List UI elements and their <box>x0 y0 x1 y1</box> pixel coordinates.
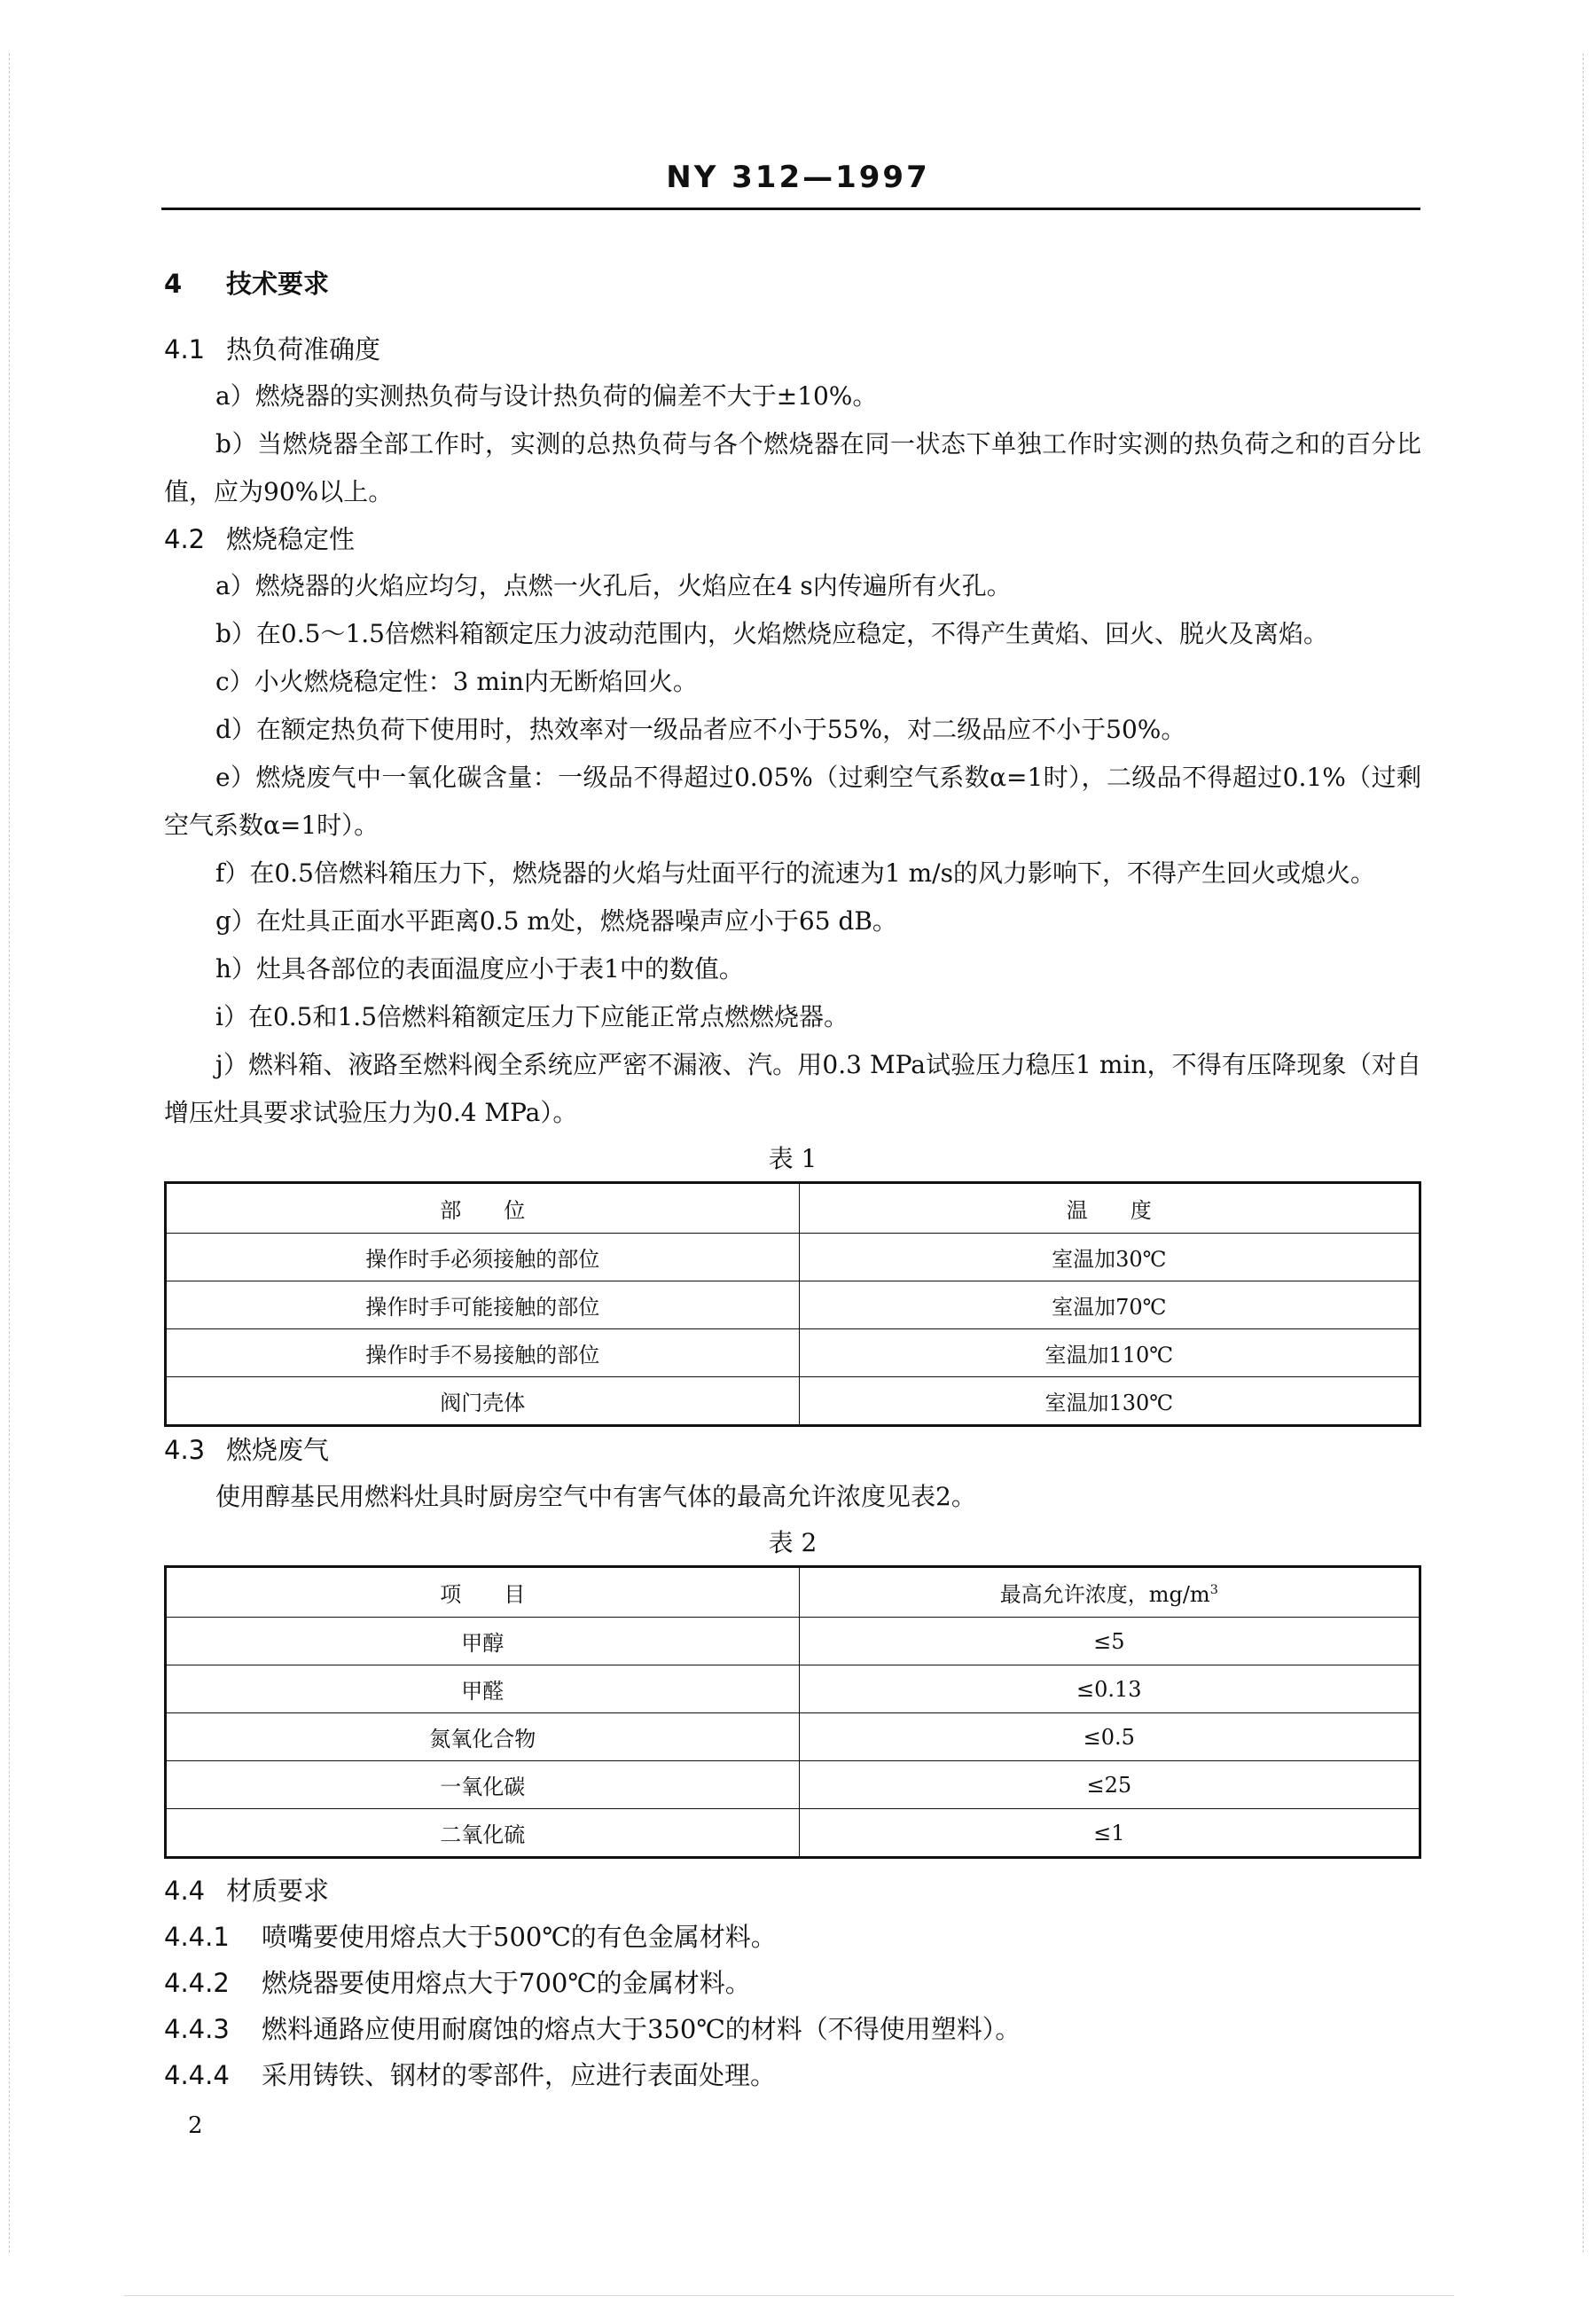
clause-4-2-item-h: h）灶具各部位的表面温度应小于表1中的数值。 <box>215 954 744 984</box>
clause-title: 燃烧稳定性 <box>226 524 356 554</box>
clause-number: 4.3 <box>164 1435 206 1465</box>
clause-4-4-heading <box>164 1868 1421 1914</box>
clause-4-2-item-b: b）在0.5～1.5倍燃料箱额定压力波动范围内，火焰燃烧应稳定，不得产生黄焰、回火、脱火及离焰。 <box>215 619 1328 648</box>
table-cell: 氮氧化合物 <box>166 1713 800 1761</box>
clause-4-3-text: 使用醇基民用燃料灶具时厨房空气中有害气体的最高允许浓度见表2。 <box>215 1482 976 1511</box>
table-header-cell: 部 位 <box>166 1183 800 1234</box>
scan-edge-bottom <box>124 2295 1454 2296</box>
table-cell: 阀门壳体 <box>166 1377 800 1426</box>
clause-4-2-item-g: g）在灶具正面水平距离0.5 m处，燃烧器噪声应小于65 dB。 <box>215 906 897 936</box>
table-cell: ≤1 <box>799 1809 1420 1858</box>
clause-title: 燃烧废气 <box>226 1435 330 1465</box>
clause-4-2-item-j: j）燃料箱、液路至燃料阀全系统应严密不漏液、汽。用0.3 MPa试验压力稳压1 min，不得有压降现象（对自增压灶具要求试验压力为0.4 MPa）。 <box>164 1050 1421 1127</box>
table-cell: 甲醛 <box>166 1665 800 1713</box>
clause-4-2-heading <box>164 516 1421 562</box>
clause-4-2-item-a: a）燃烧器的火焰应均匀，点燃一火孔后，火焰应在4 s内传遍所有火孔。 <box>215 571 1012 600</box>
scan-edge-right <box>1583 53 1584 2253</box>
main-content <box>164 261 1421 2098</box>
table-row <box>166 1234 1420 1281</box>
clause-4-4-1 <box>164 1914 1421 1960</box>
clause-4-1-heading <box>164 326 1421 372</box>
table-cell: 室温加70℃ <box>799 1281 1420 1329</box>
table-header-row <box>166 1567 1420 1618</box>
section-4-heading <box>164 261 1421 307</box>
table-header-cell: 温 度 <box>799 1183 1420 1234</box>
scan-edge-left <box>9 53 10 2253</box>
clause-4-4-2 <box>164 1960 1421 2006</box>
clause-4-1-item-b: b）当燃烧器全部工作时，实测的总热负荷与各个燃烧器在同一状态下单独工作时实测的热负荷之和的百分比值，应为90%以上。 <box>164 429 1421 506</box>
table-1-caption: 表 1 <box>768 1144 818 1173</box>
table-cell: 操作时手可能接触的部位 <box>166 1281 800 1329</box>
clause-4-2-item-i: i）在0.5和1.5倍燃料箱额定压力下应能正常点燃燃烧器。 <box>215 1002 849 1031</box>
clause-4-3-heading <box>164 1427 1421 1473</box>
clause-title: 材质要求 <box>226 1876 330 1906</box>
table-1 <box>164 1181 1421 1427</box>
standard-number-header: NY 312—1997 <box>666 160 930 195</box>
table-cell: 二氧化硫 <box>166 1809 800 1858</box>
sub-clause-text: 燃料通路应使用耐腐蚀的熔点大于350℃的材料（不得使用塑料）。 <box>262 2014 1021 2044</box>
clause-4-1-item-a: a）燃烧器的实测热负荷与设计热负荷的偏差不大于±10%。 <box>215 381 878 411</box>
table-cell: ≤5 <box>799 1618 1420 1665</box>
clause-4-2-item-c: c）小火燃烧稳定性：3 min内无断焰回火。 <box>215 667 698 696</box>
table-row <box>166 1329 1420 1377</box>
clause-number: 4.2 <box>164 524 206 554</box>
table-header-cell: 项 目 <box>166 1567 800 1618</box>
section-title: 技术要求 <box>226 269 330 299</box>
sub-clause-text: 燃烧器要使用熔点大于700℃的金属材料。 <box>262 1968 751 1998</box>
clause-number: 4.1 <box>164 334 206 364</box>
clause-4-4-4 <box>164 2052 1421 2098</box>
table-cell: 室温加30℃ <box>799 1234 1420 1281</box>
sub-clause-number: 4.4.2 <box>164 1968 230 1998</box>
table-row <box>166 1618 1420 1665</box>
table-cell: 室温加130℃ <box>799 1377 1420 1426</box>
table-row <box>166 1281 1420 1329</box>
header-text: 最高允许浓度，mg/m <box>999 1582 1210 1607</box>
table-2-caption: 表 2 <box>768 1528 818 1557</box>
unit-superscript: 3 <box>1209 1583 1218 1597</box>
table-cell: 室温加110℃ <box>799 1329 1420 1377</box>
table-cell: 操作时手不易接触的部位 <box>166 1329 800 1377</box>
table-header-row <box>166 1183 1420 1234</box>
sub-clause-number: 4.4.4 <box>164 2060 230 2090</box>
sub-clause-number: 4.4.3 <box>164 2014 230 2044</box>
clause-4-2-item-d: d）在额定热负荷下使用时，热效率对一级品者应不小于55%，对二级品应不小于50%。 <box>215 715 1186 744</box>
clause-number: 4.4 <box>164 1876 206 1906</box>
table-cell: ≤0.13 <box>799 1665 1420 1713</box>
clause-4-4-3 <box>164 2006 1421 2052</box>
section-number: 4 <box>164 269 183 299</box>
clause-title: 热负荷准确度 <box>226 334 381 364</box>
sub-clause-text: 采用铸铁、钢材的零部件，应进行表面处理。 <box>262 2060 777 2090</box>
table-row <box>166 1761 1420 1809</box>
table-row <box>166 1809 1420 1858</box>
table-cell: 一氧化碳 <box>166 1761 800 1809</box>
table-row <box>166 1713 1420 1761</box>
table-cell: ≤0.5 <box>799 1713 1420 1761</box>
table-row <box>166 1377 1420 1426</box>
clause-4-2-item-f: f）在0.5倍燃料箱压力下，燃烧器的火焰与灶面平行的流速为1 m/s的风力影响下，不得产生回火或熄火。 <box>215 858 1375 888</box>
page-number: 2 <box>188 2112 203 2139</box>
sub-clause-number: 4.4.1 <box>164 1922 230 1952</box>
table-cell: 甲醇 <box>166 1618 800 1665</box>
table-2 <box>164 1565 1421 1859</box>
table-header-cell <box>799 1567 1420 1618</box>
sub-clause-text: 喷嘴要使用熔点大于500℃的有色金属材料。 <box>262 1922 777 1952</box>
header-rule <box>161 208 1420 210</box>
table-cell: ≤25 <box>799 1761 1420 1809</box>
clause-4-2-item-e: e）燃烧废气中一氧化碳含量：一级品不得超过0.05%（过剩空气系数α=1时），二级品不得超过0.1%（过剩空气系数α=1时）。 <box>164 763 1421 840</box>
table-cell: 操作时手必须接触的部位 <box>166 1234 800 1281</box>
table-row <box>166 1665 1420 1713</box>
